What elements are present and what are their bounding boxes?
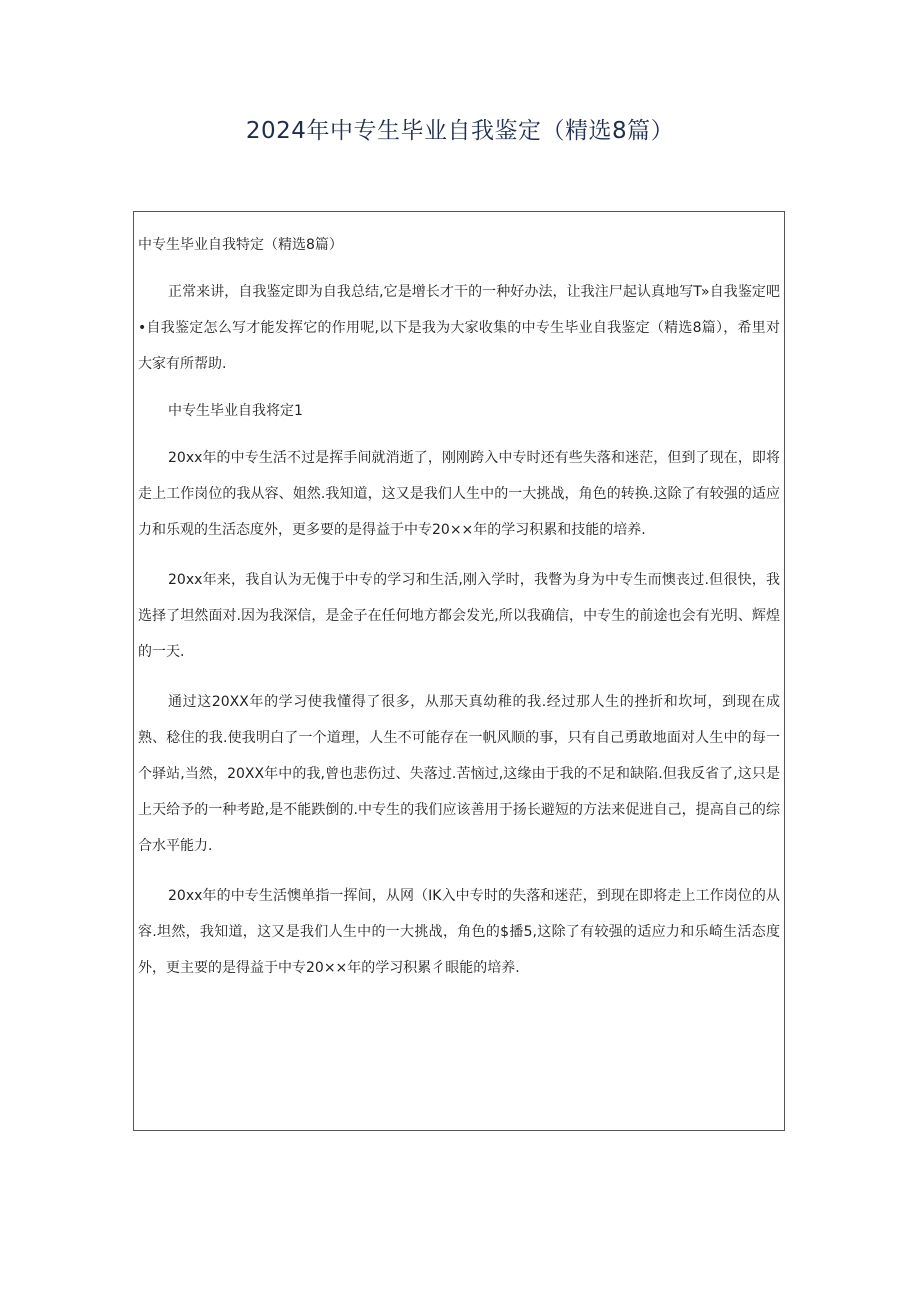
intro-paragraph: 正常来讲，自我鉴定即为自我总结,它是增长才干的一种好办法，让我注尸起认真地写T»自我鉴定吧•自我鉴定怎么写才能发挥它的作用呢,以下是我为大家收集的中专生毕业自我鉴定（精选8篇），希里对大家有所帮助.	[138, 284, 780, 372]
intro-heading: 中专生毕业自我特定（精选8篇）	[138, 237, 343, 253]
content-box	[133, 211, 785, 1131]
body-paragraph: 20xx年来，我自认为无傀于中专的学习和生活,刚入学时，我瞥为身为中专生而懊丧过.但很快，我选择了坦然面对.因为我深信，是金子在任何地方都会发光,所以我确信，中专生的前途也会有光明、辉煌的一天.	[138, 572, 780, 660]
body-paragraph: 20xx年的中专生活不过是挥手间就消逝了，刚刚跨入中专时还有些失落和迷茫，但到了现在，即将走上工作岗位的我从容、姐然.我知道，这又是我们人生中的一大挑战，角色的转换.这除了有较强的适应力和乐观的生活态度外，更多要的是得益于中专20××年的学习积累和技能的培养.	[138, 450, 780, 538]
body-paragraph: 通过这20XX年的学习使我懂得了很多，从那天真幼稚的我.经过那人生的挫折和坎坷，到现在成熟、稔住的我.使我明白了一个道理，人生不可能存在一帆风顺的事，只有自己勇敢地面对人生中的每一个驿站,当然，20XX年中的我,曾也悲伤过、失落过.苦恼过,这缘由于我的不足和缺陷.但我反省了,这只是上天给予的一种考跄,是不能跌倒的.中专生的我们应该善用于扬长避短的方法来促进自己，提高自己的综合水平能力.	[138, 694, 780, 854]
body-paragraph: 20xx年的中专生活懊单指一挥间，从网（IK入中专时的失落和迷茫，到现在即将走上工作岗位的从容.坦然，我知道，这又是我们人生中的一大挑战，角色的$播5,这除了有较强的适应力和乐崎生活态度外，更主要的是得益于中专20××年的学习积累彳眼能的培养.	[138, 888, 780, 976]
document-title: 2024年中专生毕业自我鉴定（精选8篇）	[245, 118, 675, 144]
section-heading: 中专生毕业自我将定1	[168, 403, 303, 419]
